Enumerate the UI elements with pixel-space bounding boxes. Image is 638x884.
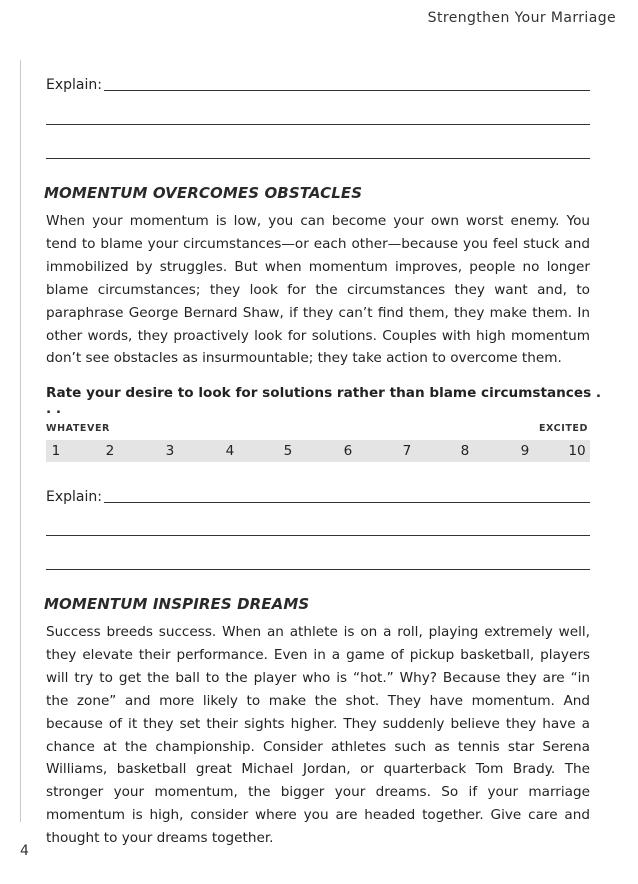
explain-fill xyxy=(104,90,590,91)
scale-option-10[interactable]: 10 xyxy=(568,443,586,459)
rating-scale-bar xyxy=(46,440,590,462)
scale-high-label: EXCITED xyxy=(538,423,588,434)
explain-fill xyxy=(104,502,590,503)
explain-line-1[interactable] xyxy=(46,72,590,92)
scale-low-label: WHATEVER xyxy=(46,423,110,434)
explain-line-2[interactable] xyxy=(46,484,590,504)
scale-option-7[interactable]: 7 xyxy=(402,443,412,459)
section-heading-dreams: MOMENTUM INSPIRES DREAMS xyxy=(44,595,310,613)
scale-option-9[interactable]: 9 xyxy=(520,443,530,459)
paragraph-obstacles: When your momentum is low, you can become your own worst enemy. You tend to blame your circumstances—or each other—because you feel stuck and immobilized by struggles. But when momentum improves, people no longer blame circumstances; they look for the circumstances they want and, to paraphrase George Bernard Shaw, if they can’t find them, they make them. In other words, they proactively look for solutions. Couples with high momentum don’t see obstacles as insurmountable; they take action to overcome them. xyxy=(46,213,590,367)
write-line[interactable] xyxy=(46,158,590,159)
write-line[interactable] xyxy=(46,124,590,125)
scale-option-4[interactable]: 4 xyxy=(225,443,235,459)
page-number: 4 xyxy=(20,843,29,859)
write-line[interactable] xyxy=(46,569,590,570)
write-line[interactable] xyxy=(46,535,590,536)
scale-option-6[interactable]: 6 xyxy=(343,443,353,459)
scale-option-5[interactable]: 5 xyxy=(283,443,293,459)
margin-rule xyxy=(20,60,21,822)
scale-option-8[interactable]: 8 xyxy=(460,443,470,459)
scale-end-labels xyxy=(46,423,588,434)
explain-label: Explain: xyxy=(46,77,102,93)
section-heading-obstacles: MOMENTUM OVERCOMES OBSTACLES xyxy=(44,184,363,202)
scale-option-3[interactable]: 3 xyxy=(165,443,175,459)
scale-option-2[interactable]: 2 xyxy=(105,443,115,459)
paragraph-dreams: Success breeds success. When an athlete is on a roll, playing extremely well, they elevate their performance. Even in a game of pickup basketball, players will try to get the ball to the player who is “hot.” Why? Because they are “in the zone” and more likely to make the shot. They have momentum. And because of it they set their sights higher. They suddenly believe they have a chance at the championship. Consider athletes such as tennis star Serena Williams, basketball great Michael Jordan, or quarterback Tom Brady. The stronger your momentum, the bigger your dreams. So if your marriage momentum is high, consider where you are headed together. Give care and thought to your dreams together. xyxy=(46,624,590,847)
rating-prompt: Rate your desire to look for solutions rather than blame circumstances . . . xyxy=(46,385,602,417)
explain-label: Explain: xyxy=(46,489,102,505)
running-header: Strengthen Your Marriage xyxy=(427,10,616,26)
scale-option-1[interactable]: 1 xyxy=(51,443,61,459)
